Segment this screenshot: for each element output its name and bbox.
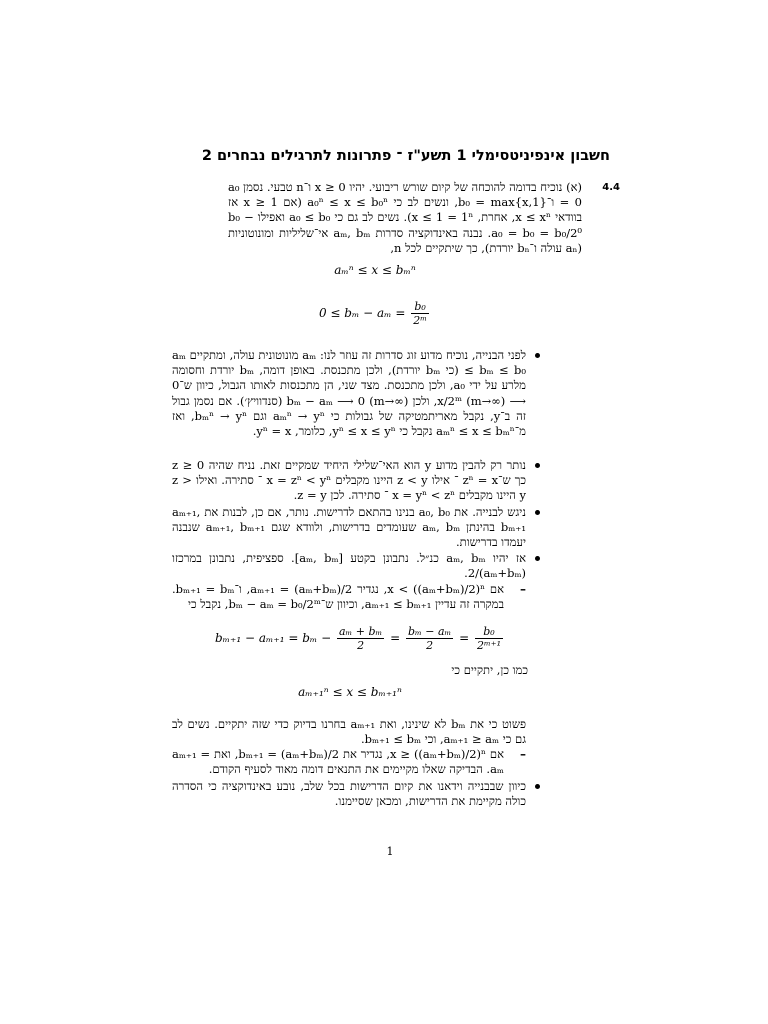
equation-3 xyxy=(190,625,530,652)
bullet-text: נותר רק להבין מדוע y הוא האי־שלילי היחיד שמקיים זאת. נניח שהיה z ≥ 0 כך ש־zⁿ = x ־ אילו z < y היינו מקבלים x = zⁿ < yⁿ ־ סתירה. ואילו z > y היינו מקבלים x = yⁿ < zⁿ ־ סתירה. לכן z = y. xyxy=(172,458,527,503)
fraction-numerator: aₘ + bₘ xyxy=(338,625,383,638)
bullet-text: כיוון שבבנייה וידאנו את קיום הדרישות בכל שלב, נובע באינדוקציה כי הסדרה כולה מקיימת את הדרישות, ומכאן שסיימנו. xyxy=(172,779,526,809)
dash-icon: – xyxy=(520,582,526,596)
fraction-numerator: b₀ xyxy=(411,300,429,314)
intro-paragraph: (א) נוכיח בדומה להוכחה של קיום שורש ריבועי. יהיו 0 ≤ x ו־n טבעי. נסמן a₀ = 0 ו־b₀ = max{x,1}, ונשים לב כי a₀ⁿ ≤ x ≤ b₀ⁿ (אם 1 ≤ x אז בוודאי x ≤ xⁿ, אחרת, x ≤ 1 = 1ⁿ). נשים לב גם כי a₀ ≤ b₀ ואפילו b₀ − a₀ = b₀ = b₀/2⁰. נבנה באינדוקציה סדרות aₘ, bₘ אי־שליליות ומונוטוניות (aₙ עולה ו־bₙ יורדת), כך שיתקיים לכל n, xyxy=(228,180,583,255)
after-equation-4-text: פשוט כי את bₘ לא שינינו, ואת aₘ₊₁ בחרנו בדיוק כדי שזה יתקיים. נשים לב גם כי aₘ₊₁ ≥ aₘ, וכי bₘ₊₁ ≤ bₘ. xyxy=(172,717,527,747)
fraction-denominator: 2 xyxy=(426,639,434,652)
bullet-text: ניגש לבנייה. את a₀, b₀ בנינו בהתאם לדרישות. נותר, אם כן, לבנות את aₘ₊₁, bₘ₊₁ בהינתן aₘ, bₘ שעומדים בדרישות, ולוודא שגם aₘ₊₁, bₘ₊₁ שנבנה יעמדו בדרישות. xyxy=(172,505,526,550)
equation-1-text: aₘⁿ ≤ x ≤ bₘⁿ xyxy=(334,263,416,277)
equation-1 xyxy=(300,263,450,277)
equation-3-fraction-3 xyxy=(475,625,503,652)
equals-sign: = xyxy=(459,631,470,645)
fraction-denominator: 2 xyxy=(357,639,365,652)
bullet-text: לפני הבנייה, נוכיח מדוע זוג סדרות זה עוזר לנו: aₘ מונוטונית עולה, ומתקיים aₘ ≤ bₘ ≤ b₀ (כי bₘ יורדת), ולכן מתכנסת. באופן דומה, bₘ יורדת וחסומה מלרע על ידי a₀, ולכן מתכנסת. מצד שני, הן מתכנסות לאותו הגבול, כיוון ש־0 ⟶ x/2ᵐ (m→∞), ולכן bₘ − aₘ ⟶ 0 (m→∞) (סנדוויץ׳). אם נסמן גבול זה ב־y, נקבל מאריתמטיקה של גבולות כי aₘⁿ → yⁿ וגם bₘⁿ → yⁿ, ואז מ־aₘⁿ ≤ x ≤ bₘⁿ נקבל כי yⁿ ≤ x ≤ yⁿ, כלומר, yⁿ = x. xyxy=(172,348,527,439)
bullet-icon xyxy=(535,463,540,468)
fraction-numerator: b₀ xyxy=(475,625,503,639)
equation-2 xyxy=(280,300,470,327)
section-number: 4.4 xyxy=(602,182,620,193)
page-number: 1 xyxy=(386,845,394,858)
bullet-icon xyxy=(535,556,540,561)
bullet-icon xyxy=(535,353,540,358)
equation-4 xyxy=(270,685,430,699)
equation-3-lhs: bₘ₊₁ − aₘ₊₁ = bₘ − xyxy=(215,631,332,645)
equals-sign: = xyxy=(390,631,401,645)
fraction-numerator: bₘ − aₘ xyxy=(407,625,452,638)
bullet-icon xyxy=(535,784,540,789)
case-1-text: אם x < ((aₘ+bₘ)/2)ⁿ, נגדיר aₘ₊₁ = (aₘ+bₘ)/2, ו־bₘ₊₁ = bₘ. במקרה זה עדיין aₘ₊₁ ≤ bₘ₊₁, וכיוון ש־bₘ − aₘ = b₀/2ᵐ, נקבל כי xyxy=(172,582,505,612)
fraction-denominator: 2ᵐ xyxy=(413,314,427,327)
also-text: כמו כן, יתקיים כי xyxy=(451,663,528,677)
equation-2-fraction xyxy=(411,300,429,327)
fraction-denominator: 2ᵐ⁺¹ xyxy=(477,639,501,652)
equation-3-fraction-2 xyxy=(406,625,453,652)
dash-icon: – xyxy=(520,747,526,761)
bullet-text: אז יהיו aₘ, bₘ כנ״ל. נתבונן בקטע [aₘ, bₘ]. ספציפית, נתבונן במרכזו (aₘ+bₘ)/2. xyxy=(172,551,527,581)
case-2-text: אם x ≥ ((aₘ+bₘ)/2)ⁿ, נגדיר את bₘ₊₁ = (aₘ+bₘ)/2, ואת aₘ₊₁ = aₘ. הבדיקה שאלו מקיימים את התנאים דומה מאוד לסעיף הקודם. xyxy=(172,747,504,777)
bullet-icon xyxy=(535,510,540,515)
equation-4-text: aₘ₊₁ⁿ ≤ x ≤ bₘ₊₁ⁿ xyxy=(298,685,402,699)
equation-2-lhs: 0 ≤ bₘ − aₘ = xyxy=(318,306,406,320)
equation-3-fraction-1 xyxy=(337,625,384,652)
page-title: חשבון אינפיניטסימלי 1 תשע"ז ־ פתרונות לתרגילים נבחרים 2 xyxy=(201,148,610,164)
